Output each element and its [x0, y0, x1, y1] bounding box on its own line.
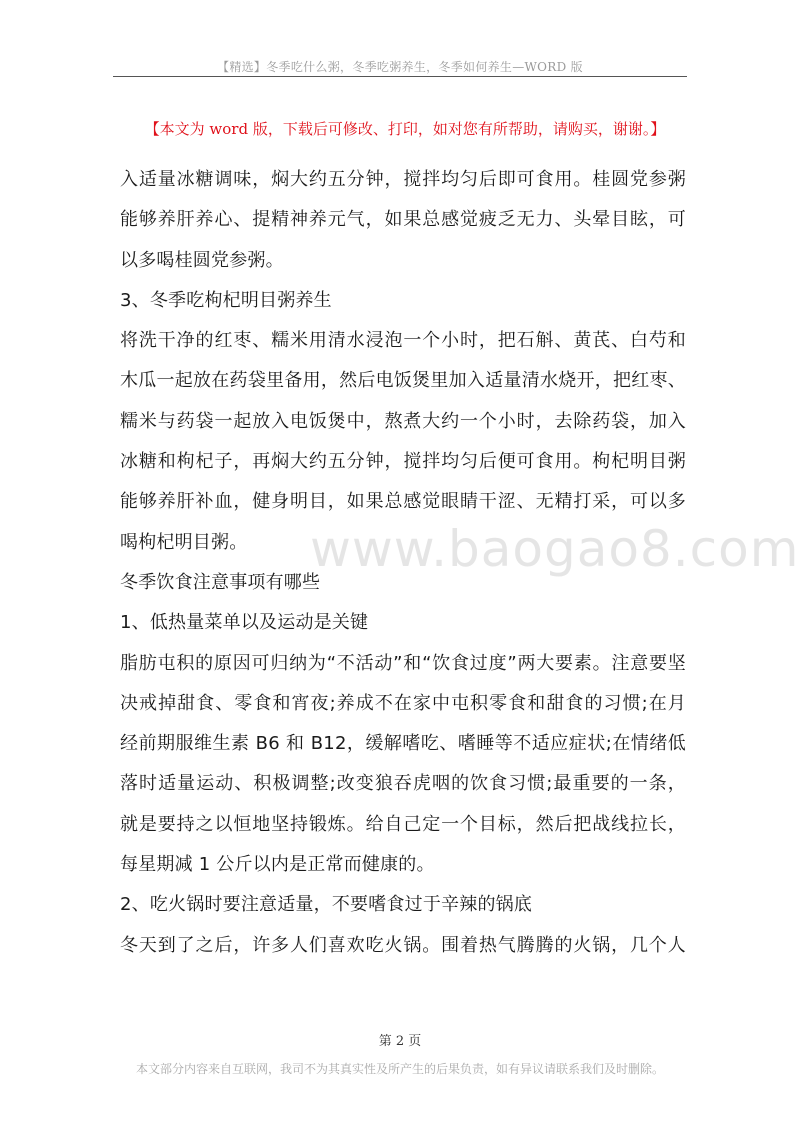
section-heading: 2、吃火锅时要注意适量，不要嗜食过于辛辣的锅底 [120, 894, 533, 916]
text-line: 每星期减 1 公斤以内是正常而健康的。 [120, 854, 435, 876]
text-line: 就是要持之以恒地坚持锻炼。给自己定一个目标，然后把战线拉长， [120, 813, 686, 835]
header-rule [113, 76, 687, 77]
text-line: 冬天到了之后，许多人们喜欢吃火锅。围着热气腾腾的火锅，几个人 [120, 934, 686, 956]
text-line: 入适量冰糖调味，焖大约五分钟，搅拌均匀后即可食用。桂圆党参粥 [120, 169, 686, 190]
text-line: 喝枸杞明目粥。 [120, 531, 248, 553]
watermark: www.baogao8.com [310, 520, 800, 578]
page-number: 第 2 页 [378, 1034, 422, 1049]
word-notice: 【本文为 word 版，下载后可修改、打印，如对您有所帮助，请购买，谢谢。】 [144, 120, 666, 138]
page-footer: 本文部分内容来自互联网，我司不为其真实性及所产生的后果负责，如有异议请联系我们及时删除。 [135, 1062, 664, 1076]
body-text [120, 160, 686, 966]
text-line: 能够养肝养心、提精神养元气，如果总感觉疲乏无力、头晕目眩，可 [120, 209, 686, 231]
text-line: 将洗干净的红枣、糯米用清水浸泡一个小时，把石斛、黄芪、白芍和 [120, 330, 686, 352]
text-line: 冰糖和枸杞子，再焖大约五分钟，搅拌均匀后便可食用。枸杞明目粥 [120, 451, 686, 473]
text-line: 糯米与药袋一起放入电饭煲中，熬煮大约一个小时，去除药袋，加入 [120, 410, 686, 432]
text-line: 脂肪屯积的原因可归纳为“不活动”和“饮食过度”两大要素。注意要坚 [120, 652, 686, 674]
text-line: 经前期服维生素 B6 和 B12，缓解嗜吃、嗜睡等不适应症状;在情绪低 [120, 733, 686, 755]
text-line: 木瓜一起放在药袋里备用，然后电饭煲里加入适量清水烧开，把红枣、 [120, 370, 686, 392]
text-line: 以多喝桂圆党参粥。 [120, 249, 284, 271]
section-heading: 冬季饮食注意事项有哪些 [120, 571, 321, 593]
section-heading: 3、冬季吃枸杞明目粥养生 [120, 289, 332, 311]
text-line: 落时适量运动、积极调整;改变狼吞虎咽的饮食习惯;最重要的一条， [120, 773, 686, 795]
section-heading: 1、低热量菜单以及运动是关键 [120, 612, 369, 634]
text-line: 决戒掉甜食、零食和宵夜;养成不在家中屯积零食和甜食的习惯;在月 [120, 692, 686, 714]
page-header: 【精选】冬季吃什么粥，冬季吃粥养生，冬季如何养生—WORD 版 [217, 60, 583, 74]
text-line: 能够养肝补血，健身明目，如果总感觉眼睛干涩、无精打采，可以多 [120, 491, 686, 513]
